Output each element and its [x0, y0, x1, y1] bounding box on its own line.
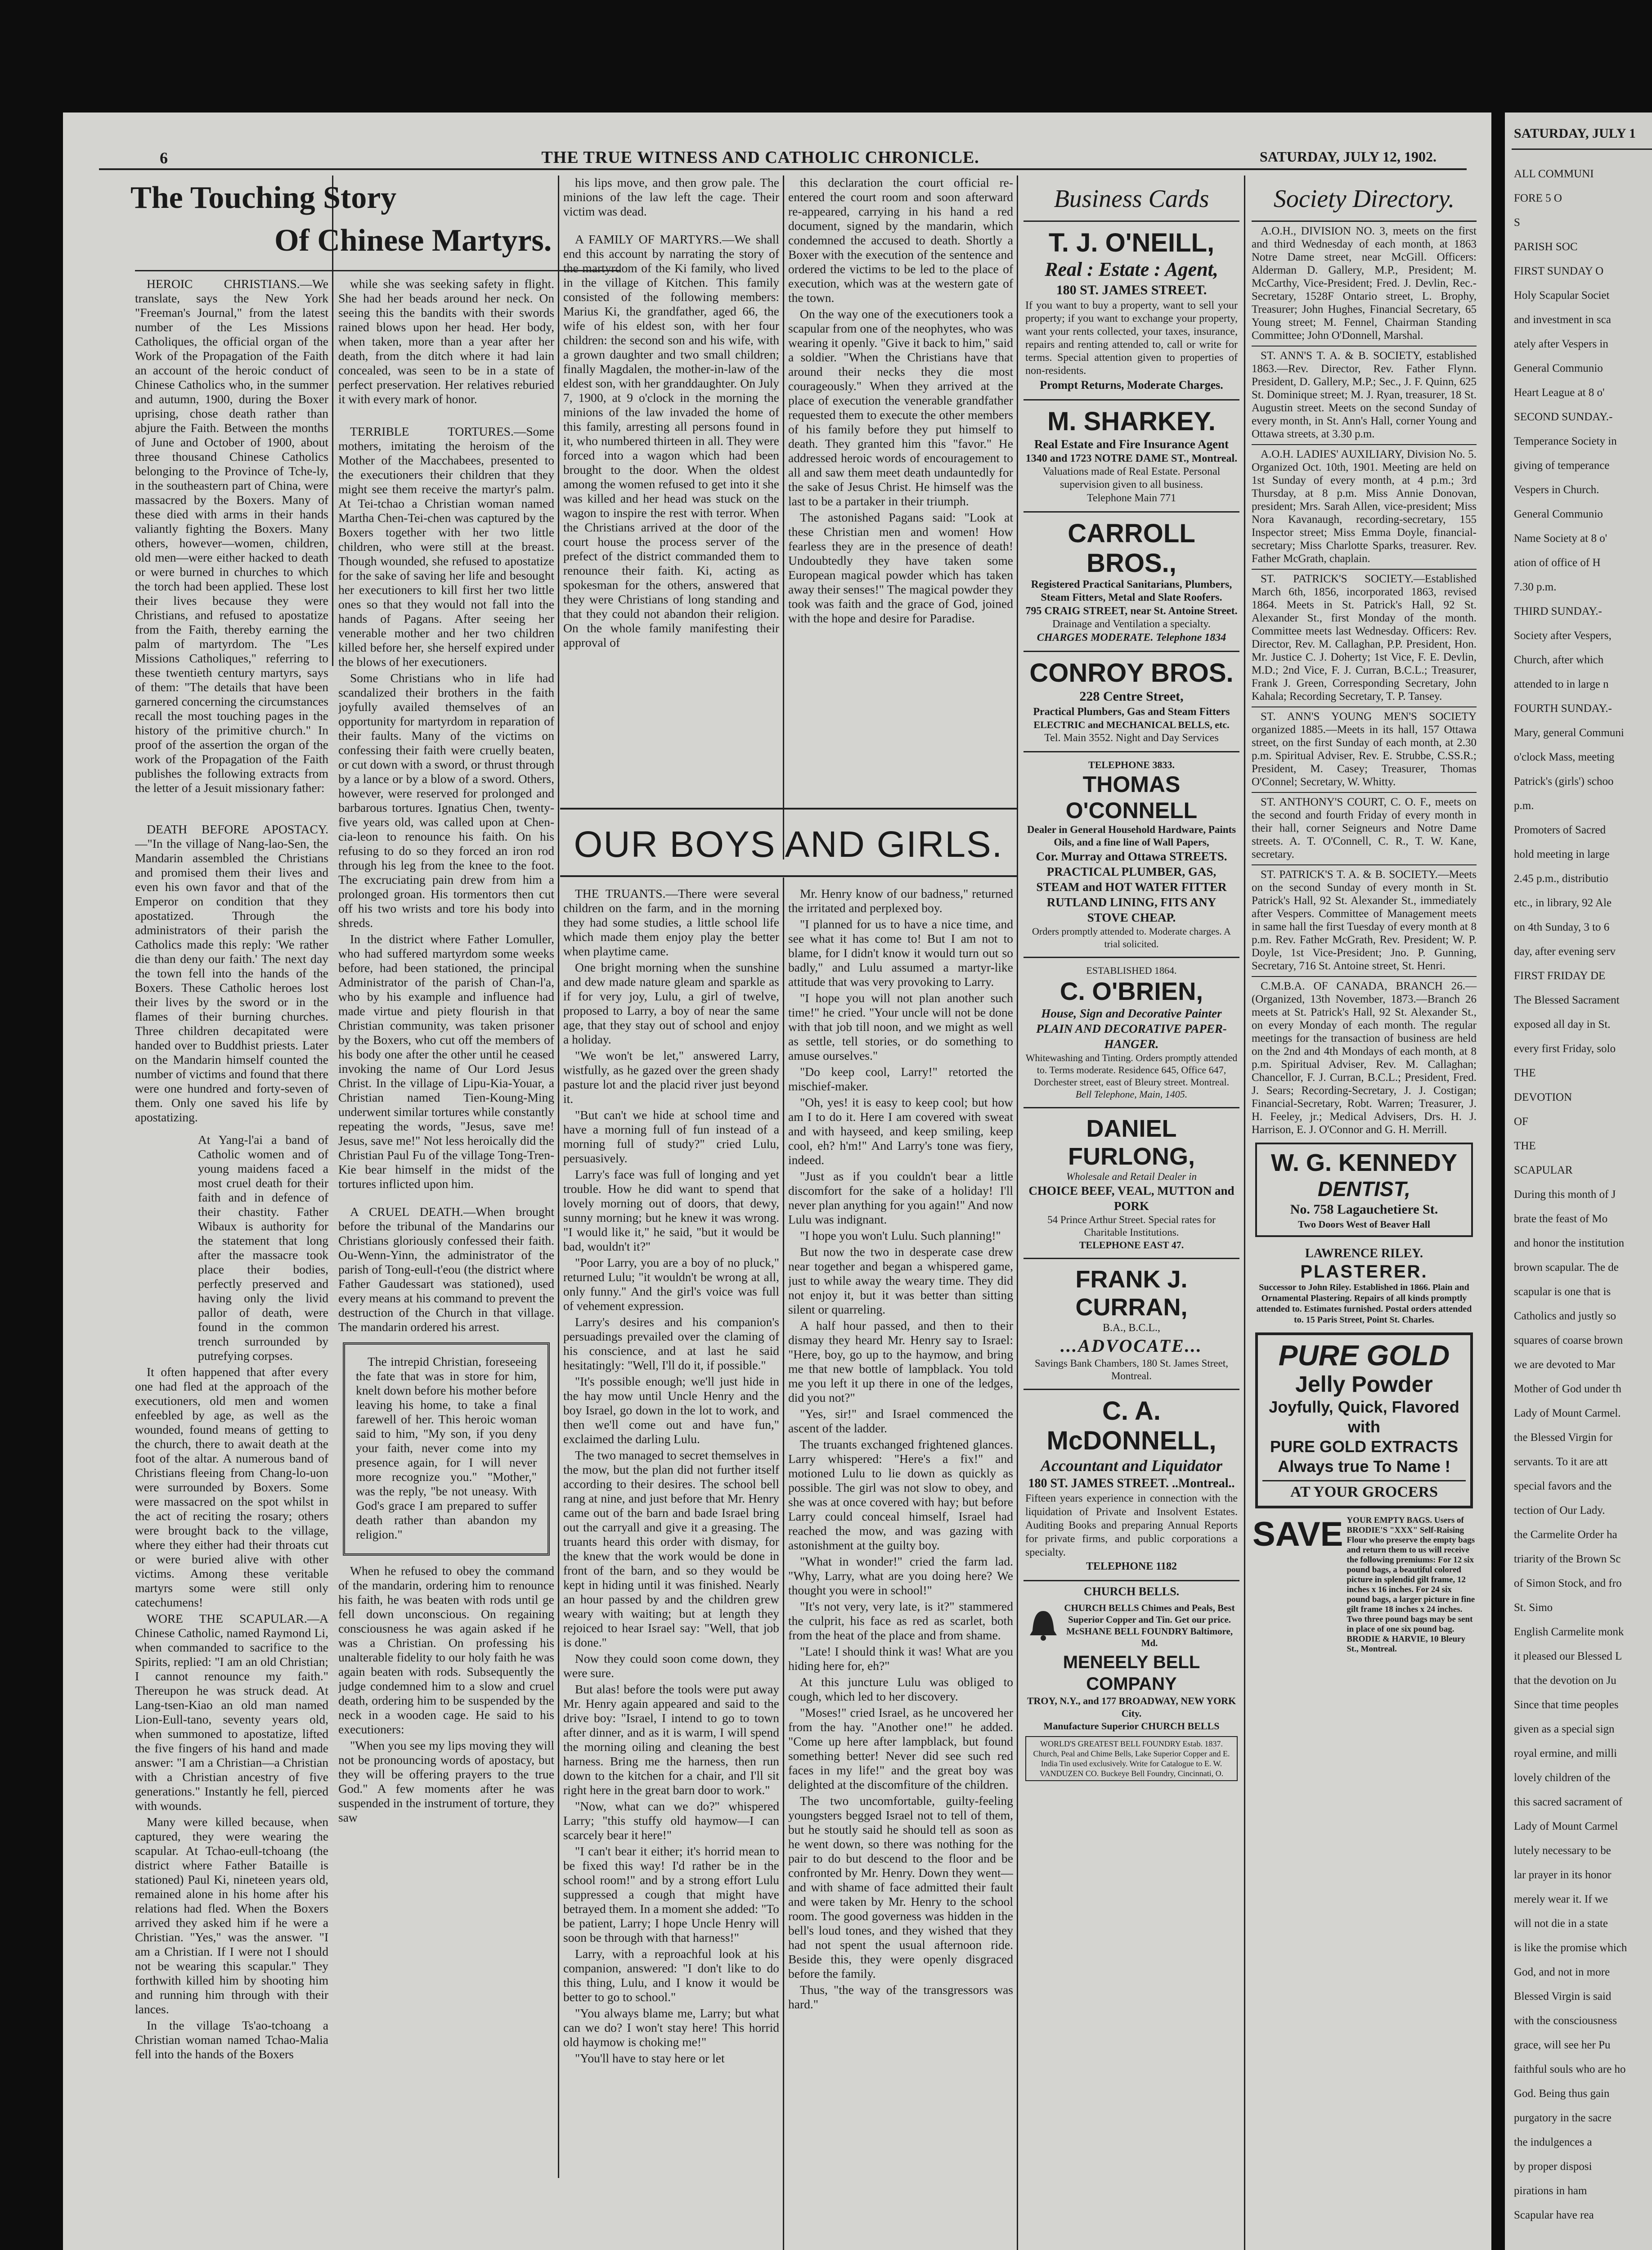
story-paragraph: But alas! before the tools were put away Mr. Henry again appeared and said to the drive boy: "Israel, I intend to go to town after dinner, and as it is warm, I will spend the morning oiling and cleaning the best harness. Bring me the harness, then run down to the kitchen for a chair, and I'll sit right here in the great barn door to work.": [563, 1682, 779, 1797]
adjacent-page-line: triarity of the Brown Sc: [1514, 1553, 1621, 1565]
adjacent-page-line: every first Friday, solo: [1514, 1043, 1616, 1055]
boys-column-1: [563, 886, 779, 2250]
story-paragraph: The truants exchanged frightened glances. Larry whispered: "Here's a fix!" and motioned Lulu to lie down as quickly as possible. The girl was not slow to obey, and she was at once covered with hay; but before Larry could conceal himself, Israel had reached the mow, and was gazing with astonishment at the guilty boy.: [788, 1437, 1013, 1552]
adjacent-page-line: THE: [1514, 1067, 1536, 1079]
business-card: TELEPHONE 3833. THOMAS O'CONNELL Dealer in General Household Hardware, Paints Oils, and a fine line of Wall Papers, Cor. Murray and Ottawa STREETS. PRACTICAL PLUMBER, GAS, STEAM and HOT WATER FITTER RUTLAND LINING, FITS ANY STOVE CHEAP. Orders promptly attended to. Moderate charges. A trial solicited.: [1027, 759, 1236, 950]
adjacent-page-line: Patrick's (girls') schoo: [1514, 775, 1614, 788]
story-paragraph: "Just as if you couldn't bear a little discomfort for the sake of a holiday! I'll never plan anything for you again!" And now Lulu was indignant.: [788, 1169, 1013, 1226]
story-paragraph: "I can't bear it either; it's horrid mean to be fixed this way! I'd rather be in the school room!" and by a strong effort Lulu suppressed a cough that might have betrayed them. In a moment she added: "To be patient, Larry; I hope Uncle Henry will soon be through with that harness!": [563, 1844, 779, 1944]
society-entry: ST. ANTHONY'S COURT, C. O. F., meets on the second and fourth Friday of every month in their hall, corner Seigneurs and Notre Dame streets. A. T. O'Connell, C. R., T. W. Kane, secretary.: [1252, 796, 1477, 860]
article-column-3: [563, 176, 779, 662]
masthead-date: SATURDAY, JULY 12, 1902.: [1260, 148, 1437, 165]
story-paragraph: "Now, what can we do?" whispered Larry; "this stuffy old haymow—I can scarcely bear it here!": [563, 1799, 779, 1842]
adjacent-page-line: etc., in library, 92 Ale: [1514, 897, 1612, 909]
story-paragraph: THE TRUANTS.—There were several children on the farm, and in the morning they had some studies, a little school life which made them enjoy play the better when playtime came.: [563, 886, 779, 958]
headline-rule: [135, 270, 621, 271]
story-paragraph: "I hope you won't Lulu. Such planning!": [800, 1228, 1001, 1242]
article-paragraph: At Yang-l'ai a band of Catholic women and of young maidens faced a most cruel death for their faith and in defence of their chastity. Father Wibaux is authority for the statement that long after the massacre took place their bodies, perfectly preserved and having only the livid pallor of death, were found in the common trench surrounded by putrefying corpses.: [198, 1133, 328, 1363]
pure-gold-ad: PURE GOLD Jelly Powder Joyfully, Quick, Flavored with PURE GOLD EXTRACTS Always true To Name ! AT YOUR GROCERS: [1255, 1332, 1473, 1508]
adjacent-page-line: it pleased our Blessed L: [1514, 1650, 1622, 1662]
story-paragraph: Larry, with a reproachful look at his companion, answered: "I don't like to do this thing, Lulu, and I know it would be better to go to school.": [563, 1947, 779, 2004]
story-paragraph: "We won't be let," answered Larry, wistfully, as he gazed over the green shady pasture lot and the placid river just beyond it.: [563, 1048, 779, 1106]
article-paragraph: The astonished Pagans said: "Look at these Christian men and women! How fearless they are in the presence of death! Undoubtedly they have taken some European magical powder which has taken away their senses!" The magical powder they took was faith and the grace of God, joined with the hope and desire for Paradise.: [788, 510, 1013, 625]
adjacent-page-line: English Carmelite monk: [1514, 1626, 1624, 1638]
masthead-title: THE TRUE WITNESS AND CATHOLIC CHRONICLE.: [541, 148, 979, 167]
adjacent-page-line: lar prayer in its honor: [1514, 1869, 1612, 1881]
story-paragraph: The two managed to secret themselves in the mow, but the plan did not further itself according to their desires. The school bell rang at nine, and just before that Mr. Henry came out of the barn and bade Israel bring out the carryall and give it a greasing. The truants heard this order with dismay, for the knew that the work would be done in front of the barn, and so they would be kept in hiding until it was finished. Nearly an hour passed by and the children grew weary with waiting; but at length they rejoiced to hear Israel say: "Well, that job is done.": [563, 1448, 779, 1649]
story-paragraph: "Yes, sir!" and Israel commenced the ascent of the ladder.: [788, 1407, 1013, 1435]
church-bells-ad: CHURCH BELLS Chimes and Peals, Best Superior Copper and Tin. Get our price. McSHANE BELL FOUNDRY Baltimore, Md.: [1019, 1599, 1244, 1652]
newspaper-page: [63, 112, 1491, 2250]
business-card: C. A. McDONNELL, Accountant and Liquidator 180 ST. JAMES STREET. ..Montreal.. Fifteen years experience in connection with the liquidation of Private and Insolvent Estates. Auditing Books and preparing Annual Reports for private firms, and public corporations a specialty. TELEPHONE 1182: [1025, 1396, 1238, 1572]
adjacent-page-line: Name Society at 8 o': [1514, 532, 1607, 544]
adjacent-page-line: o'clock Mass, meeting: [1514, 751, 1615, 763]
business-card: M. SHARKEY. Real Estate and Fire Insurance Agent 1340 and 1723 NOTRE DAME ST., Montreal. Valuations made of Real Estate. Personal supervision given to all business. Telephone Main 771: [1025, 407, 1238, 504]
story-paragraph: "You always blame me, Larry; but what can we do? I won't stay here! This horrid old haymow is choking me!": [563, 2006, 779, 2049]
adjacent-page-line: this sacred sacrament of: [1514, 1796, 1622, 1808]
society-entry: ST. PATRICK'S SOCIETY.—Established March 6th, 1856, incorporated 1863, revised 1864. Meets in St. Patrick's Hall, 92 St. Alexander St., first Monday of the month. Committee meets last Wednesday. Officers: Rev. Director, Rev. M. Callaghan, P.P. President, Hon. Mr. Justice C. J. Doherty; 1st Vice, F. E. Devlin, M.D.; 2nd Vice, F. J. Curran, B.C.L.; Treasurer, Frank J. Green, Corresponding Secretary, John Kahala; Recording Secretary, T. P. Tansey.: [1252, 573, 1477, 702]
adjacent-page-line: day, after evening serv: [1514, 945, 1616, 958]
adjacent-page-line: Society after Vespers,: [1514, 630, 1612, 642]
adjacent-page-line: ALL COMMUNI: [1514, 168, 1594, 180]
adjacent-page-line: FORE 5 O: [1514, 192, 1562, 204]
story-paragraph: "Do keep cool, Larry!" retorted the mischief-maker.: [788, 1065, 1013, 1093]
adjacent-page-line: Promoters of Sacred: [1514, 824, 1606, 836]
page-number: 6: [160, 149, 168, 167]
business-card: CONROY BROS. 228 Centre Street, Practical Plumbers, Gas and Steam Fitters ELECTRIC and MECHANICAL BELLS, etc. Tel. Main 3552. Night and Day Services: [1029, 658, 1234, 744]
story-paragraph: "It's not very, very late, is it?" stammered the culprit, his face as red as scarlet, both from the heat of the place and from shame.: [788, 1599, 1013, 1642]
adjacent-page: [1505, 112, 1652, 2250]
adjacent-page-line: by proper disposi: [1514, 2160, 1592, 2173]
adjacent-page-line: the Blessed Virgin for: [1514, 1431, 1613, 1444]
article-paragraph: In the district where Father Lomuller, who had suffered martyrdom some weeks before, had been stationed, the principal Administrator of the parish of Chan-l'a, who by his example and influence had made virtue and piety flourish in that Christian community, was taken prisoner by the Boxers, who cut off the members of his body one after the other until he ceased invoking the name of Our Lord Jesus Christ. In the village of Lipu-Kia-Youar, a Christian named Tien-Koung-Ming underwent similar tortures while constantly repeating the words, "Jesus, save me! Jesus, save me!" Not less heroically did the Christian Paul Fu of the village Tong-Tren-Kie bear himself in the midst of the tortures inflicted upon him.: [338, 932, 554, 1191]
article-paragraph: A FAMILY OF MARTYRS.—We shall end this account by narrating the story of the martyrdom of the Ki family, who lived in the village of Kitchen. This family consisted of the following members: Marius Ki, the grandfather, aged 66, the wife of his eldest son, with her four children: the second son and his wife, with a grown daughter and two small children; finally Magdalen, the mother-in-law of the eldest son, with her granddaughter. On July 7, 1900, at 9 o'clock in the morning the minions of the law invaded the home of this family, arresting all persons found in it, who numbered thirteen in all. They were forced into a wagon which had been brought to the door. When the oldest among the women refused to get into it she was killed and her head was stuck on the wagon to inspire the rest with terror. When the Christians arrived at the door of the court house the process server of the prefect of the district commanded them to renounce their faith. Ki, acting as spokesman for the others, answered that they were Christians of long standing and that they could not abandon their religion. On the whole family manifesting their approval of: [563, 232, 779, 649]
adjacent-page-line: attended to in large n: [1514, 678, 1609, 690]
article-paragraph: In the village Ts'ao-tchoang a Christian woman named Tchao-Malia fell into the hands of the Boxers: [135, 2018, 328, 2061]
adjacent-page-line: and honor the institution: [1514, 1237, 1625, 1249]
adjacent-page-line: servants. To it are att: [1514, 1456, 1608, 1468]
society-directory-heading: Society Directory.: [1273, 185, 1455, 213]
story-paragraph: Mr. Henry know of our badness," returned the irritated and perplexed boy.: [788, 886, 1013, 915]
adjacent-page-line: Temperance Society in: [1514, 435, 1617, 447]
adjacent-page-line: Vespers in Church.: [1514, 484, 1599, 496]
adjacent-page-line: squares of coarse brown: [1514, 1334, 1623, 1346]
society-entry: C.M.B.A. OF CANADA, BRANCH 26.—(Organized, 13th November, 1873.—Branch 26 meets at St. Patrick's Hall, 92 St. Alexander St., on every Monday of each month. The regular meetings for the transaction of business are held on the 2nd and 4th Mondays of each month, at 8 p.m. Spiritual Adviser, Rev. M. Callaghan; Chancellor, F. J. Curran, B.C.L.; President, Fred. J. Sears; Recording-Secretary, J. J. Costigan; Financial-Secretary, Robt. Warren; Treasurer, J. H. Feeley, jr.; Medical Advisers, Drs. H. J. Harrison, E. J. O'Connor and G. H. Merrill.: [1252, 980, 1477, 1136]
adjacent-page-line: with the consciousness: [1514, 2015, 1617, 2027]
adjacent-page-line: the indulgences a: [1514, 2136, 1592, 2148]
adjacent-page-line: During this month of J: [1514, 1188, 1616, 1201]
article-paragraph: When he refused to obey the command of the mandarin, ordering him to renounce his faith, he was beaten with rods until ge fell down unconscious. On regaining consciousness he was again asked if he was a Christian. On professing his unalterable fidelity to our holy faith he was again beaten with rods. Subsequently the judge condemned him to a slow and cruel death, ordering him to be suspended by the neck in a wooden cage. He said to his executioners:: [338, 1564, 554, 1736]
quote-box: [343, 1342, 550, 1556]
section-rule: [560, 875, 1017, 877]
adjacent-page-line: THE: [1514, 1140, 1536, 1152]
article-paragraph: DEATH BEFORE APOSTACY.—"In the village of Nang-lao-Sen, the Mandarin assembled the Christians and promised them their lives and even his own favor and that of the Emperor on condition that they apostatized. Through the administrators of their parish the Catholics made this reply: 'We rather die than deny our faith.' The next day the town fell into the hands of the Boxers. These Catholic heroes lost their lives by the sword or in the flames of their burning churches. Three children decapitated were handed over to Buddhist priests. Later on the Mandarin himself counted the number of victims and found that there were one hundred and forty-seven of them. Only one saved his life by apostatizing.: [135, 822, 328, 1124]
adjacent-page-line: the Carmelite Order ha: [1514, 1529, 1617, 1541]
adjacent-page-line: General Communio: [1514, 508, 1603, 520]
article-column-1: [135, 277, 328, 2250]
adjacent-page-line: on 4th Sunday, 3 to 6: [1514, 921, 1610, 933]
adjacent-page-line: God. Being thus gain: [1514, 2088, 1610, 2100]
adjacent-page-line: tection of Our Lady.: [1514, 1504, 1605, 1516]
adjacent-page-line: S: [1514, 216, 1520, 229]
story-paragraph: "Late! I should think it was! What are you hiding here for, eh?": [788, 1644, 1013, 1673]
adjacent-page-line: SECOND SUNDAY.-: [1514, 411, 1613, 423]
article-paragraph: WORE THE SCAPULAR.—A Chinese Catholic, named Raymond Li, when commanded to sacrifice to the Spirits, replied: "I am an old Christian; I cannot renounce my faith." Thereupon he was struck dead. At Lang-tsen-Kiao an old man named Lion-Eull-tano, seventy years old, when summoned to apostatize, lifted the five fingers of his hand and made answer: "I am a Christian—a Christian with a Christian ancestry of five generations." Instantly he fell, pierced with wounds.: [135, 1611, 328, 1813]
save-bags-ad: SAVE YOUR EMPTY BAGS. Users of BRODIE'S "XXX" Self-Raising Flour who preserve the empty bags and return them to us will receive the following premiums: For 12 six pound bags, a beautiful colored picture in splendid gilt frame, 12 inches x 16 inches. For 24 six pound bags, a larger picture in fine gilt frame 18 inches x 24 inches. Two three pound bags may be sent in place of one six pound bag. BRODIE & HARVIE, 10 Bleury St., Montreal.: [1252, 1515, 1475, 1654]
boys-column-2: [788, 886, 1013, 2250]
article-paragraph: HEROIC CHRISTIANS.—We translate, says the New York "Freeman's Journal," from the latest number of the Les Missions Catholiques, the official organ of the Work of the Propagation of the Faith an account of the heroic conduct of Chinese Catholics who, in the summer and autumn, 1900, during the Boxer uprising, chose death rather than abjure the Faith. Between the months of June and October of 1900, about three thousand Chinese Catholics belonging to the Province of Tche-ly, in the southeastern part of China, were massacred by the Boxers. Many of these died with arms in their hands valiantly fighting the Boxers. Many others, however—women, children, old men—were either hacked to death or were burned in churches to which the torch had been applied. These lost their lives because they were Christians, and refused to apostatize from the Faith, thereby earning the palm of martyrdom. The "Les Missions Catholiques," referring to these twentieth century martyrs, says of them: "The details that have been garnered concerning the circumstances recall the most touching pages in the history of the primitive church." In proof of the assertion the organ of the work of the Propagation of the Faith publishes the following extracts from the letter of a Jesuit missionary father:: [135, 277, 328, 795]
adjacent-page-line: and investment in sca: [1514, 314, 1611, 326]
adjacent-page-line: pirations in ham: [1514, 2185, 1587, 2197]
adjacent-masthead: SATURDAY, JULY 1: [1514, 126, 1636, 141]
church-bells-heading: CHURCH BELLS.: [1083, 1585, 1180, 1598]
article-paragraph: his lips move, and then grow pale. The minions of the law left the cage. Their victim was dead.: [563, 176, 779, 218]
meneely-address: TROY, N.Y., and 177 BROADWAY, NEW YORK City.: [1027, 1695, 1236, 1719]
business-card: ESTABLISHED 1864. C. O'BRIEN, House, Sign and Decorative Painter PLAIN AND DECORATIVE PAPER-HANGER. Whitewashing and Tinting. Orders promptly attended to. Terms moderate. Residence 645, Office 647, Dorchester street, east of Bleury street. Montreal. Bell Telephone, Main, 1405.: [1025, 965, 1238, 1100]
story-paragraph: "But can't we hide at school time and have a morning full of fun instead of a morning full of study?" cried Lulu, persuasively.: [563, 1108, 779, 1165]
adjacent-page-line: of Simon Stock, and fro: [1514, 1577, 1622, 1589]
article-paragraph: this declaration the court official re-entered the court room and soon afterward re-appeared, carrying in his hand a red document, signed by the mandarin, which condemned the accused to death. Shortly a Boxer with the execution of the sentence and ordered the victims to be led to the place of execution, which was at the western gate of the town.: [788, 176, 1013, 305]
adjacent-page-line: Church, after which: [1514, 654, 1604, 666]
article-paragraph: It often happened that after every one had fled at the approach of the executioners, old men and women enfeebled by age, as well as the wounded, found means of getting to the church, there to await death at the foot of the altar. A numerous band of Christians fleeing from Chang-lo-uon were surrounded by Boxers. Some were massacred on the spot whilst in the act of reciting the rosary; others were brought back to the village, where they either had their throats cut or were buried alive with other victims. Among these veritable martyrs some were still only catechumens!: [135, 1365, 328, 1609]
adjacent-page-line: St. Simo: [1514, 1602, 1553, 1614]
article-title-line1: The Touching Story: [130, 180, 397, 215]
society-directory-column: [1247, 176, 1481, 2250]
meneely-name: MENEELY BELL COMPANY: [1063, 1652, 1200, 1694]
society-entry: ST. ANN'S T. A. & B. SOCIETY, established 1863.—Rev. Director, Rev. Father Flynn. President, D. Gallery, M.P.; Sec., J. F. Quinn, 625 St. Dominique street; M. J. Ryan, treasurer, 18 St. Augustin street. Meets on the second Sunday of every month, in St. Ann's Hall, corner Young and Ottawa streets, at 3.30 p.m.: [1252, 350, 1477, 440]
story-paragraph: A half hour passed, and then to their dismay they heard Mr. Henry say to Israel: "Here, boy, go up to the haymow, and bring me that new bottle of lampblack. You told me you left it up there in one of the ledges, did you not?": [788, 1318, 1013, 1404]
adjacent-page-line: p.m.: [1514, 800, 1534, 812]
boys-girls-title: OUR BOYS AND GIRLS.: [574, 824, 1003, 865]
adjacent-page-line: exposed all day in St.: [1514, 1018, 1611, 1030]
adjacent-page-line: is like the promise which: [1514, 1942, 1627, 1954]
adjacent-page-line: Lady of Mount Carmel.: [1514, 1407, 1621, 1419]
adjacent-page-line: General Communio: [1514, 362, 1603, 374]
story-paragraph: "Oh, yes! it is easy to keep cool; but how am I to do it. Here I am covered with sweat and with hayseed, and keep smiling, keep cool, eh? h'm!" And Larry's tone was fiery, indeed.: [788, 1095, 1013, 1167]
meneely-footer: Manufacture Superior CHURCH BELLS: [1043, 1720, 1220, 1732]
adjacent-page-line: faithful souls who are ho: [1514, 2063, 1626, 2075]
adjacent-page-line: Since that time peoples: [1514, 1699, 1619, 1711]
adjacent-page-line: THIRD SUNDAY.-: [1514, 605, 1602, 617]
column-rule: [783, 878, 784, 2250]
story-paragraph: But now the two in desperate case drew near together and began a whispered game, just to while away the weary time. They did not enjoy it, but it was better than sitting silent or quarreling.: [788, 1245, 1013, 1316]
story-paragraph: Larry's face was full of longing and yet trouble. How he did want to spend that lovely morning out of doors, that dewy, sunny morning; but he knew it was wrong. "I would like it," he said, "but it would be bad, wouldn't it?": [563, 1167, 779, 1253]
adjacent-page-line: given as a special sign: [1514, 1723, 1615, 1735]
article-paragraph: Many were killed because, when captured, they were wearing the scapular. At Tchao-eull-tchoang (the district where Father Bataille is stationed) Paul Ki, nineteen years old, remained alone in his home after his relations had fled. When the Boxers arrived they asked him if he were a Christian. "Yes," was the answer. "I am a Christian. If I were not I should not be wearing this scapular." They forthwith killed him by shooting him and running him through with their lances.: [135, 1815, 328, 2016]
column-rule: [1017, 176, 1018, 2250]
adjacent-page-line: PARISH SOC: [1514, 241, 1578, 253]
adjacent-page-line: OF: [1514, 1116, 1528, 1128]
adjacent-page-line: Catholics and justly so: [1514, 1310, 1616, 1322]
article-paragraph: A CRUEL DEATH.—When brought before the tribunal of the Mandarins our Christians gloriously confessed their faith. Ou-Wenn-Yinn, the administrator of the parish of Tong-eull-t'eou (the district where Father Gaudessart was stationed), used every means at his command to prevent the destruction of the Church in that village. The mandarin ordered his arrest.: [338, 1205, 554, 1334]
kennedy-ad: W. G. KENNEDY DENTIST, No. 758 Lagauchetiere St. Two Doors West of Beaver Hall: [1255, 1143, 1473, 1237]
column-rule: [783, 176, 784, 860]
adjacent-page-text: [1514, 162, 1649, 2228]
adjacent-page-line: lutely necessary to be: [1514, 1845, 1611, 1857]
story-paragraph: "I planned for us to have a nice time, and see what it has come to! But I am not to blame, for I didn't know it would turn out so badly," and Lulu assumed a martyr-like attitude that was very provoking to Larry.: [788, 917, 1013, 989]
article-paragraph: On the way one of the executioners took a scapular from one of the neophytes, who was wearing it openly. "Give it back to him," said a soldier. "When the Christians have that around their necks they die most courageously." When they arrived at the place of execution the venerable grandfather requested them to execute the other members of his family before they put himself to death. They granted him this "favor." He addressed heroic words of encouragement to all and saw them meet death undauntedly for the sake of Jesus Christ. He himself was the last to be a partaker in their triumph.: [788, 307, 1013, 508]
society-entry: A.O.H., DIVISION NO. 3, meets on the first and third Wednesday of each month, at 1863 Notre Dame street, near McGill. Officers: Alderman D. Gallery, M.P., President; M. McCarthy, Vice-President; Fred. J. Devlin, Rec.-Secretary, 1528F Ontario street, L. Brophy, Treasurer; John Hughes, Financial Secretary, 65 Young street; M. Fennel, Chairman Standing Committee; John O'Donnell, Marshal.: [1252, 225, 1477, 342]
story-paragraph: Larry's desires and his companion's persuadings prevailed over the claming of his conscience, and at last he said hesitatingly: "Well, I'll do it, if possible.": [563, 1315, 779, 1372]
story-paragraph: "Poor Larry, you are a boy of no pluck," returned Lulu; "it wouldn't be wrong at all, only funny." And the girl's voice was full of vehement expression.: [563, 1256, 779, 1313]
story-paragraph: Now they could soon come down, they were sure.: [563, 1652, 779, 1680]
adjacent-page-line: brate the feast of Mo: [1514, 1213, 1608, 1225]
adjacent-page-line: purgatory in the sacre: [1514, 2112, 1612, 2124]
adjacent-page-line: merely wear it. If we: [1514, 1893, 1608, 1905]
adjacent-page-line: ately after Vespers in: [1514, 338, 1608, 350]
article-paragraph: TERRIBLE TORTURES.—Some mothers, imitating the heroism of the Mother of the Macchabees, presented to the executioners their children that they might see them receive the martyr's palm. At Tei-tchao a Christian woman named Martha Chen-Tei-chen was captured by the Boxers together with her two little children, who were still at the breast. Though wounded, she refused to apostatize for the sake of saving her life and besought her executioners to kill first her two little ones so that they would not fall into the hands of Pagans. After seeing her venerable mother and her two children killed before her, she herself expired under the blows of her executioners.: [338, 424, 554, 669]
adjacent-page-line: giving of temperance: [1514, 459, 1610, 472]
adjacent-page-line: Heart League at 8 o': [1514, 387, 1605, 399]
adjacent-page-line: that the devotion on Ju: [1514, 1674, 1616, 1687]
business-card: CARROLL BROS., Registered Practical Sanitarians, Plumbers, Steam Fitters, Metal and Slate Roofers. 795 CRAIG STREET, near St. Antoine Street. Drainage and Ventilation a specialty. CHARGES MODERATE. Telephone 1834: [1025, 519, 1238, 644]
adjacent-page-line: Holy Scapular Societ: [1514, 289, 1610, 302]
story-paragraph: The two uncomfortable, guilty-feeling youngsters begged Israel not to tell of them, but he stoutly said he should tell as soon as he went down, so there was nothing for the pair to do but descend to the floor and be confronted by Mr. Henry. Down they went—and with shame of face admitted their fault and were taken by Mr. Henry to the school room. The good governess was hidden in the bell's loud tones, and they wished that they had not spent the usual afternoon ride. Beside this, they were openly disgraced before the family.: [788, 1794, 1013, 1980]
adjacent-page-line: Blessed Virgin is said: [1514, 1990, 1612, 2002]
adjacent-page-line: 7.30 p.m.: [1514, 581, 1557, 593]
section-rule: [560, 808, 1017, 810]
adjacent-page-line: God, and not in more: [1514, 1966, 1610, 1978]
business-card: T. J. O'NEILL, Real : Estate : Agent, 180 ST. JAMES STREET. If you want to buy a property, want to sell your property; if you want to exchange your property, want your rents collected, your taxes, insurance, repairs and renting attended to, call or write for terms. Special attention given to properties of non-residents. Prompt Returns, Moderate Charges.: [1025, 228, 1238, 392]
business-card: DANIEL FURLONG, Wholesale and Retail Dealer in CHOICE BEEF, VEAL, MUTTON and PORK 54 Prince Arthur Street. Special rates for Charitable Institutions. TELEPHONE EAST 47.: [1028, 1115, 1235, 1251]
adjacent-page-line: ation of office of H: [1514, 557, 1601, 569]
story-paragraph: "You'll have to stay here or let: [575, 2051, 725, 2065]
story-paragraph: Thus, "the way of the transgressors was hard.": [788, 1983, 1013, 2011]
story-paragraph: "It's possible enough; we'll just hide in the hay mow until Uncle Henry and the boy Israel, go down in the lot to work, and then we'll come out and have fun," exclaimed the darling Lulu.: [563, 1374, 779, 1446]
business-card: FRANK J. CURRAN, B.A., B.C.L., ...ADVOCATE... Savings Bank Chambers, 180 St. James Street, Montreal.: [1035, 1266, 1228, 1382]
article-column-4: [788, 176, 1013, 860]
adjacent-page-line: we are devoted to Mar: [1514, 1359, 1615, 1371]
adjacent-page-line: brown scapular. The de: [1514, 1261, 1619, 1274]
society-entry: ST. PATRICK'S T. A. & B. SOCIETY.—Meets on the second Sunday of every month in St. Patrick's Hall, 92 St. Alexander St., immediately after Vespers. Committee of Management meets in same hall the first Tuesday of every month at 8 p.m. Rev. Father McGrath, Rev. President; W. P. Doyle, 1st Vice-President; Jno. P. Gunning, Secretary, 716 St. Antoine street, St. Henri.: [1252, 868, 1477, 972]
bell-foundry-ad: WORLD'S GREATEST BELL FOUNDRY Estab. 1837. Church, Peal and Chime Bells, Lake Superior Copper and E. India Tin used exclusively. Write for Catalogue to E. W. VANDUZEN CO. Buckeye Bell Foundry, Cincinnati, O.: [1025, 1736, 1238, 1781]
adjacent-page-line: Lady of Mount Carmel: [1514, 1820, 1618, 1832]
adjacent-page-line: FIRST FRIDAY DE: [1514, 970, 1606, 982]
article-column-2: [338, 277, 554, 2250]
story-paragraph: "Moses!" cried Israel, as he uncovered her from the hay. "Another one!" he added. "Come up here after lampblack, but found something better! Never did see such red faces in my life!" and the great boy was delighted at the discomfiture of the children.: [788, 1706, 1013, 1791]
adjacent-page-line: hold meeting in large: [1514, 848, 1610, 860]
adjacent-page-line: Mother of God under th: [1514, 1383, 1621, 1395]
column-rule: [1244, 176, 1245, 2250]
adjacent-page-line: will not die in a state: [1514, 1917, 1608, 1930]
adjacent-page-line: scapular is one that is: [1514, 1286, 1611, 1298]
adjacent-page-line: FIRST SUNDAY O: [1514, 265, 1604, 277]
adjacent-page-line: lovely children of the: [1514, 1772, 1611, 1784]
story-paragraph: At this juncture Lulu was obliged to cough, which led to her discovery.: [788, 1675, 1013, 1703]
column-rule: [558, 176, 559, 2178]
story-paragraph: One bright morning when the sunshine and dew made nature gleam and sparkle as if for very joy, Lulu, a girl of twelve, proposed to Larry, a boy of near the same age, that they stay out of school and enjoy a holiday.: [563, 960, 779, 1046]
bell-icon: [1025, 1607, 1061, 1643]
masthead-rule: [99, 168, 1467, 170]
society-entry: A.O.H. LADIES' AUXILIARY, Division No. 5. Organized Oct. 10th, 1901. Meeting are held on 1st Sunday of every month, at 4 p.m.; 3rd Thursday, at 8 p.m. Miss Annie Donovan, president; Mrs. Sarah Allen, vice-president; Miss Nora Kavanaugh, recording-secretary, 155 Inspector street; Miss Emma Doyle, financial-secretary; Miss Charlotte Sparks, treasurer. Rev. Father McGrath, chaplain.: [1252, 448, 1477, 565]
article-paragraph: while she was seeking safety in flight. She had her beads around her neck. On seeing this the bandits with their swords rained blows upon her head. Her body, when taken, more than a year after her death, from the ditch where it had lain concealed, was seen to be in a state of perfect preservation. Her relatives reburied it with every mark of honor.: [338, 277, 554, 406]
adjacent-page-line: grace, will see her Pu: [1514, 2039, 1611, 2051]
riley-ad: LAWRENCE RILEY. PLASTERER. Successor to John Riley. Established in 1866. Plain and Ornamental Plastering. Repairs of all kinds promptly attended to. Estimates furnished. Postal orders attended to. 15 Paris Street, Point St. Charles.: [1256, 1246, 1472, 1325]
quote-text: The intrepid Christian, foreseeing the fate that was in store for him, knelt down before his mother before leaving his home, to take a final farewell of her. This heroic woman said to him, "My son, if you deny your faith, never come into my presence again, for I will never more recognize you." "Mother," was the reply, "be not uneasy. With God's grace I am prepared to suffer death rather than abandon my religion.": [356, 1354, 537, 1541]
adjacent-page-line: SCAPULAR: [1514, 1164, 1573, 1176]
society-entries: [1247, 225, 1481, 1136]
story-paragraph: "What in wonder!" cried the farm lad. "Why, Larry, what are you doing here? We thought you were in school!": [788, 1554, 1013, 1597]
adjacent-page-line: Mary, general Communi: [1514, 727, 1624, 739]
adjacent-page-line: Scapular have rea: [1514, 2209, 1594, 2221]
adjacent-page-line: 2.45 p.m., distributio: [1514, 873, 1608, 885]
business-cards-column: [1019, 176, 1244, 2250]
business-cards-heading: Business Cards: [1054, 185, 1209, 213]
adjacent-page-line: special favors and the: [1514, 1480, 1612, 1492]
story-paragraph: "I hope you will not plan another such time!" he cried. "Your uncle will not be done with that job till noon, and we might as well as settle, tell stories, or do something to amuse ourselves.": [788, 991, 1013, 1062]
article-title-line2: Of Chinese Martyrs.: [274, 223, 552, 258]
adjacent-page-line: royal ermine, and milli: [1514, 1747, 1617, 1760]
article-paragraph: "When you see my lips moving they will not be pronouncing words of apostacy, but they will be offering prayers to the true God." A few moments after he was suspended in the instrument of torture, they saw: [338, 1738, 554, 1824]
article-paragraph: Some Christians who in life had scandalized their brothers in the faith joyfully availed themselves of an opportunity for martyrdom in reparation of their faults. Many of the victims on confessing their faith were cruelly beaten, or cut down with a sword, or thrust through by a lance or by a blow of a sword. Others, however, were reserved for prolonged and barbarous tortures. Ignatius Chen, twenty-five years old, was called upon at Chen-cia-leon to renounce his faith. On his refusing to do so they forced an iron rod through his leg from the knee to the foot. The excruciating pain drew from him a prolonged groan. His tormentors then cut off his two wrists and tore his body into shreds.: [338, 671, 554, 930]
society-entry: ST. ANN'S YOUNG MEN'S SOCIETY organized 1885.—Meets in its hall, 157 Ottawa street, on the first Sunday of each month, at 2.30 p.m. Spiritual Adviser, Rev. E. Strubbe, C.SS.R.; President, M. Casey; Treasurer, Thomas O'Connel; Secretary, W. Whitty.: [1252, 711, 1477, 788]
adjacent-page-line: The Blessed Sacrament: [1514, 994, 1620, 1006]
adjacent-page-line: FOURTH SUNDAY.-: [1514, 702, 1612, 715]
adjacent-page-line: DEVOTION: [1514, 1091, 1572, 1103]
